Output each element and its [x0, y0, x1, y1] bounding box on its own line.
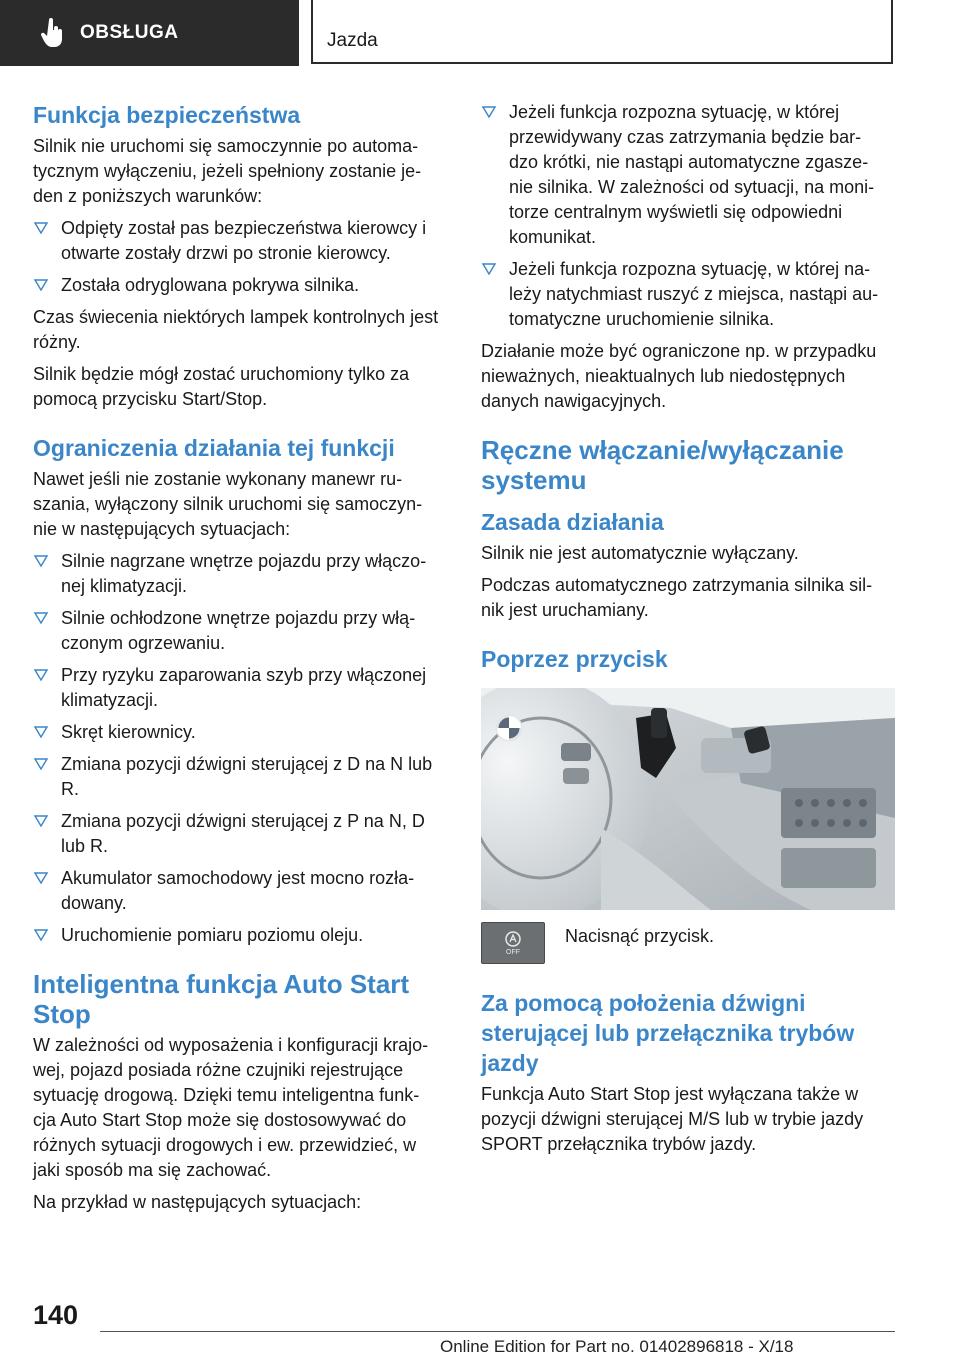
button-instruction [481, 922, 895, 964]
list-item: Została odryglowana pokrywa silnika. [33, 273, 445, 298]
paragraph: Na przykład w następujących sytuacjach: [33, 1192, 362, 1212]
paragraph: Funkcja Auto Start Stop jest wyłączana także w pozycji dźwigni sterującej M/S lub w trybie jazdy SPORT przełącznika trybów jazdy. [481, 1084, 864, 1154]
heading-intelligent: Inteligentna funkcja Auto Start Stop [33, 969, 410, 1029]
triangle-bullet-icon [482, 105, 496, 119]
paragraph: Silnik nie uruchomi się samoczynnie po automa- tycznym wyłączeniu, jeżeli spełniony zostanie je- den z poniższych warunków: [33, 136, 422, 206]
list-item: Odpięty został pas bezpieczeństwa kierowcy i otwarte zostały drzwi po stronie kierowcy. [33, 216, 445, 266]
limits-list [33, 549, 445, 948]
paragraph: Czas świecenia niektórych lampek kontrolnych jest różny. [33, 307, 439, 352]
triangle-bullet-icon [34, 611, 48, 625]
footer-divider [100, 1331, 895, 1332]
heading-limits: Ograniczenia działania tej funkcji [33, 435, 395, 461]
paragraph: W zależności od wyposażenia i konfiguracji krajo- wej, pojazd posiada różne czujniki rejestrujące sytuację drogową. Dzięki temu inteligentna funk- cja Auto Start Stop może się dostosowywać do różnych sytuacji drogowych i ew. przewidzieć, w jaki sposób ma się zachować. [33, 1035, 429, 1180]
heading-button: Poprzez przycisk [481, 646, 668, 672]
list-item: Zmiana pozycji dźwigni sterującej z D na N lub R. [33, 752, 445, 802]
triangle-bullet-icon [482, 262, 496, 276]
section-label: OBSŁUGA [80, 22, 179, 43]
paragraph: Nawet jeśli nie zostanie wykonany manewr ru- szania, wyłączony silnik uruchomi się samoczyn- nie w następujących sytuacjach: [33, 469, 423, 539]
list-item: Skręt kierownicy. [33, 720, 445, 745]
section-tab [0, 0, 299, 66]
auto-start-stop-button-icon [481, 922, 545, 964]
heading-lever: Za pomocą położenia dźwigni sterującej lub przełącznika trybów jazdy [481, 990, 855, 1076]
chapter-tab [311, 0, 893, 64]
page-header [0, 0, 960, 66]
situation-list [481, 100, 895, 332]
list-item: Akumulator samochodowy jest mocno rozła- dowany. [33, 866, 445, 916]
list-item: Jeżeli funkcja rozpozna sytuację, w której przewidywany czas zatrzymania będzie bar- dzo krótki, nie nastąpi automatyczne zgasze- nie silnika. W zależności od sytuacji, na moni- torze centralnym wyświetli się odpowiedni komunikat. [481, 100, 895, 250]
edition-text: Online Edition for Part no. 01402896818 - X/18 [440, 1337, 794, 1356]
button-off-label: OFF [506, 949, 520, 956]
triangle-bullet-icon [34, 221, 48, 235]
triangle-bullet-icon [34, 814, 48, 828]
paragraph: Nacisnąć przycisk. [565, 926, 715, 946]
paragraph: Podczas automatycznego zatrzymania silnika sil- nik jest uruchamiany. [481, 575, 873, 620]
left-column [33, 100, 445, 1222]
triangle-bullet-icon [34, 871, 48, 885]
list-item: Silnie nagrzane wnętrze pojazdu przy włączo- nej klimatyzacji. [33, 549, 445, 599]
list-item: Jeżeli funkcja rozpozna sytuację, w której na- leży natychmiast ruszyć z miejsca, nastąpi au- tomatyczne uruchomienie silnika. [481, 257, 895, 332]
chapter-label: Jazda [327, 30, 378, 51]
dashboard-photo [481, 688, 895, 910]
triangle-bullet-icon [34, 757, 48, 771]
right-column [481, 100, 895, 1164]
list-item: Przy ryzyku zaparowania szyb przy włączonej klimatyzacji. [33, 663, 445, 713]
list-item: Zmiana pozycji dźwigni sterującej z P na N, D lub R. [33, 809, 445, 859]
list-item: Uruchomienie pomiaru poziomu oleju. [33, 923, 445, 948]
paragraph: Silnik nie jest automatycznie wyłączany. [481, 543, 799, 563]
heading-safety: Funkcja bezpieczeństwa [33, 102, 301, 128]
safety-list [33, 216, 445, 298]
triangle-bullet-icon [34, 725, 48, 739]
triangle-bullet-icon [34, 278, 48, 292]
triangle-bullet-icon [34, 554, 48, 568]
auto-start-stop-icon [504, 930, 522, 948]
page-number: 140 [33, 1300, 79, 1330]
triangle-bullet-icon [34, 928, 48, 942]
list-item: Silnie ochłodzone wnętrze pojazdu przy włą- czonym ogrzewaniu. [33, 606, 445, 656]
heading-manual: Ręczne włączanie/wyłączanie systemu [481, 435, 844, 495]
paragraph: Działanie może być ograniczone np. w przypadku nieważnych, nieaktualnych lub niedostępnych danych nawigacyjnych. [481, 341, 877, 411]
hand-pointer-icon [40, 18, 66, 48]
heading-principle: Zasada działania [481, 509, 664, 535]
paragraph: Silnik będzie mógł zostać uruchomiony tylko za pomocą przycisku Start/Stop. [33, 364, 410, 409]
triangle-bullet-icon [34, 668, 48, 682]
